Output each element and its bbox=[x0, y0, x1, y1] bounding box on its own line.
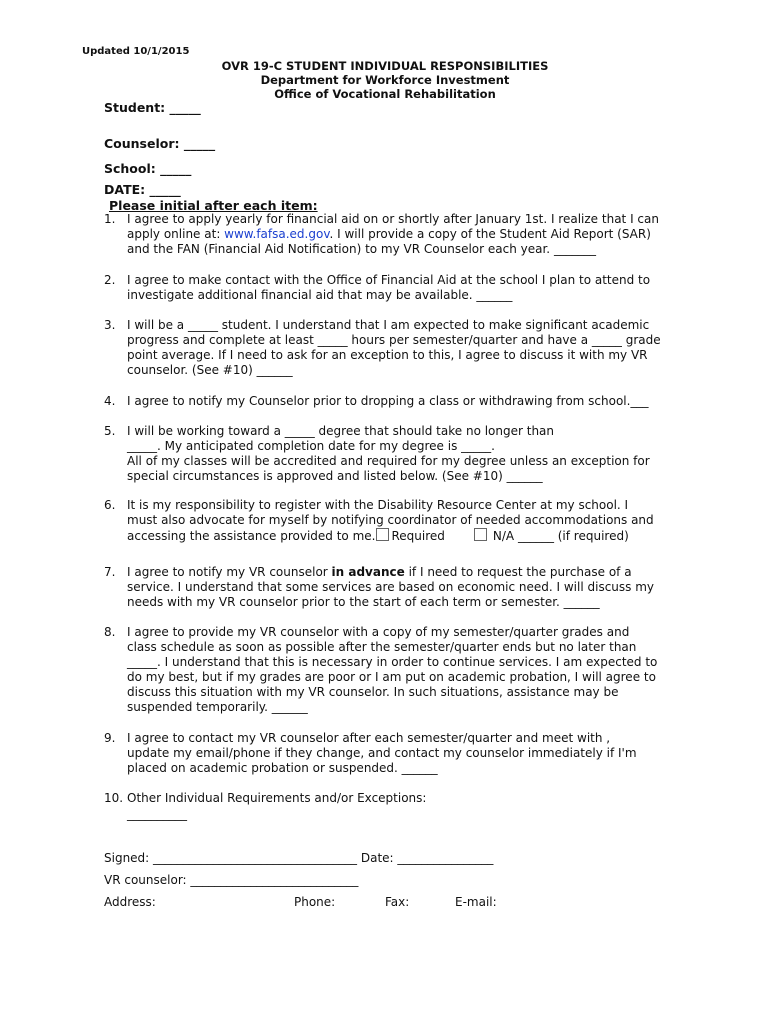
required-checkbox[interactable] bbox=[376, 528, 389, 541]
item-number: 4. bbox=[104, 394, 116, 408]
item-text-line: Other Individual Requirements and/or Exceptions: bbox=[127, 791, 427, 805]
item-text-line: service. I understand that some services are based on economic need. I will discuss my bbox=[127, 580, 655, 594]
item-text-line: _____. My anticipated completion date for my degree is _____. bbox=[127, 439, 495, 453]
date-field[interactable]: DATE: _____ bbox=[104, 182, 181, 197]
item-text-line: I agree to make contact with the Office of Financial Aid at the school I plan to attend to bbox=[127, 273, 651, 287]
item-text-line: suspended temporarily. ______ bbox=[127, 700, 308, 714]
item-text-line: progress and complete at least _____ hours per semester/quarter and have a _____ grade bbox=[127, 333, 661, 347]
item-text-line: counselor. (See #10) ______ bbox=[127, 363, 293, 377]
item-text-line: I will be a _____ student. I understand that I am expected to make significant academic bbox=[127, 318, 650, 332]
item-text-line: I agree to apply yearly for financial aid on or shortly after January 1st. I realize that I can bbox=[127, 212, 659, 226]
department-name: Department for Workforce Investment bbox=[260, 73, 510, 87]
exceptions-blank[interactable]: __________ bbox=[127, 807, 187, 821]
item-text: apply online at: bbox=[127, 227, 225, 241]
counselor-field[interactable]: Counselor: _____ bbox=[104, 136, 216, 151]
item-text-line bbox=[127, 227, 707, 242]
item-number: 8. bbox=[104, 625, 116, 639]
item-text: if I need to request the purchase of a bbox=[404, 565, 632, 579]
item-number: 2. bbox=[104, 273, 116, 287]
emphasis-text: in advance bbox=[331, 565, 405, 579]
item-text: . I will provide a copy of the Student Aid Report (SAR) bbox=[329, 227, 651, 241]
item-number: 1. bbox=[104, 212, 116, 226]
item-text-line: placed on academic probation or suspended. ______ bbox=[127, 761, 438, 775]
item-text-line: investigate additional financial aid that may be available. ______ bbox=[127, 288, 513, 302]
item-number: 5. bbox=[104, 424, 116, 438]
phone-label: Phone: bbox=[294, 895, 336, 909]
item-text-line: I will be working toward a _____ degree that should take no longer than bbox=[127, 424, 555, 438]
instruction-heading: Please initial after each item: bbox=[109, 198, 318, 213]
form-title: OVR 19-C STUDENT INDIVIDUAL RESPONSIBILITIES bbox=[221, 59, 549, 73]
required-label: Required bbox=[391, 529, 445, 543]
item-text-line: I agree to provide my VR counselor with a copy of my semester/quarter grades and bbox=[127, 625, 630, 639]
item-text-line: I agree to notify my Counselor prior to dropping a class or withdrawing from school.___ bbox=[127, 394, 649, 408]
item-text-line: must also advocate for myself by notifying coordinator of needed accommodations and bbox=[127, 513, 654, 527]
item-text-line: do my best, but if my grades are poor or I am put on academic probation, I will agree to bbox=[127, 670, 656, 684]
item-text-line: discuss this situation with my VR counselor. In such situations, assistance may be bbox=[127, 685, 619, 699]
fax-label: Fax: bbox=[385, 895, 410, 909]
item-number: 9. bbox=[104, 731, 116, 745]
item-text: accessing the assistance provided to me. bbox=[127, 529, 376, 543]
item-text-line: It is my responsibility to register with the Disability Resource Center at my school. I bbox=[127, 498, 629, 512]
signed-line[interactable]: Signed: __________________________________ Date: ________________ bbox=[104, 851, 494, 865]
item-text-line: update my email/phone if they change, and contact my counselor immediately if I'm bbox=[127, 746, 637, 760]
item-text-line: All of my classes will be accredited and required for my degree unless an exception for bbox=[127, 454, 650, 468]
vr-counselor-line[interactable]: VR counselor: ____________________________ bbox=[104, 873, 359, 887]
school-field[interactable]: School: _____ bbox=[104, 161, 192, 176]
item-text-line: needs with my VR counselor prior to the start of each term or semester. ______ bbox=[127, 595, 600, 609]
item-text-line: class schedule as soon as possible after the semester/quarter ends but no later than bbox=[127, 640, 637, 654]
item-text-line: special circumstances is approved and listed below. (See #10) ______ bbox=[127, 469, 543, 483]
updated-date: Updated 10/1/2015 bbox=[82, 46, 190, 57]
fafsa-link[interactable]: www.fafsa.ed.gov bbox=[224, 227, 330, 241]
address-label: Address: bbox=[104, 895, 156, 909]
item-text-line: and the FAN (Financial Aid Notification) to my VR Counselor each year. _______ bbox=[127, 242, 596, 256]
email-label: E-mail: bbox=[455, 895, 497, 909]
item-text-line: point average. If I need to ask for an exception to this, I agree to discuss it with my VR bbox=[127, 348, 648, 362]
item-number: 3. bbox=[104, 318, 116, 332]
item-text-line bbox=[127, 528, 707, 544]
item-text-line bbox=[127, 565, 707, 580]
item-text: I agree to notify my VR counselor bbox=[127, 565, 332, 579]
na-checkbox[interactable] bbox=[474, 528, 487, 541]
item-number: 10. bbox=[104, 791, 124, 805]
student-field[interactable]: Student: _____ bbox=[104, 100, 201, 115]
item-text-line: _____. I understand that this is necessary in order to continue services. I am expected to bbox=[127, 655, 658, 669]
item-text-line: I agree to contact my VR counselor after each semester/quarter and meet with , bbox=[127, 731, 611, 745]
item-text: ______ (if required) bbox=[514, 529, 629, 543]
item-number: 6. bbox=[104, 498, 116, 512]
office-name: Office of Vocational Rehabilitation bbox=[274, 87, 496, 101]
item-number: 7. bbox=[104, 565, 116, 579]
na-label: N/A bbox=[492, 529, 515, 543]
